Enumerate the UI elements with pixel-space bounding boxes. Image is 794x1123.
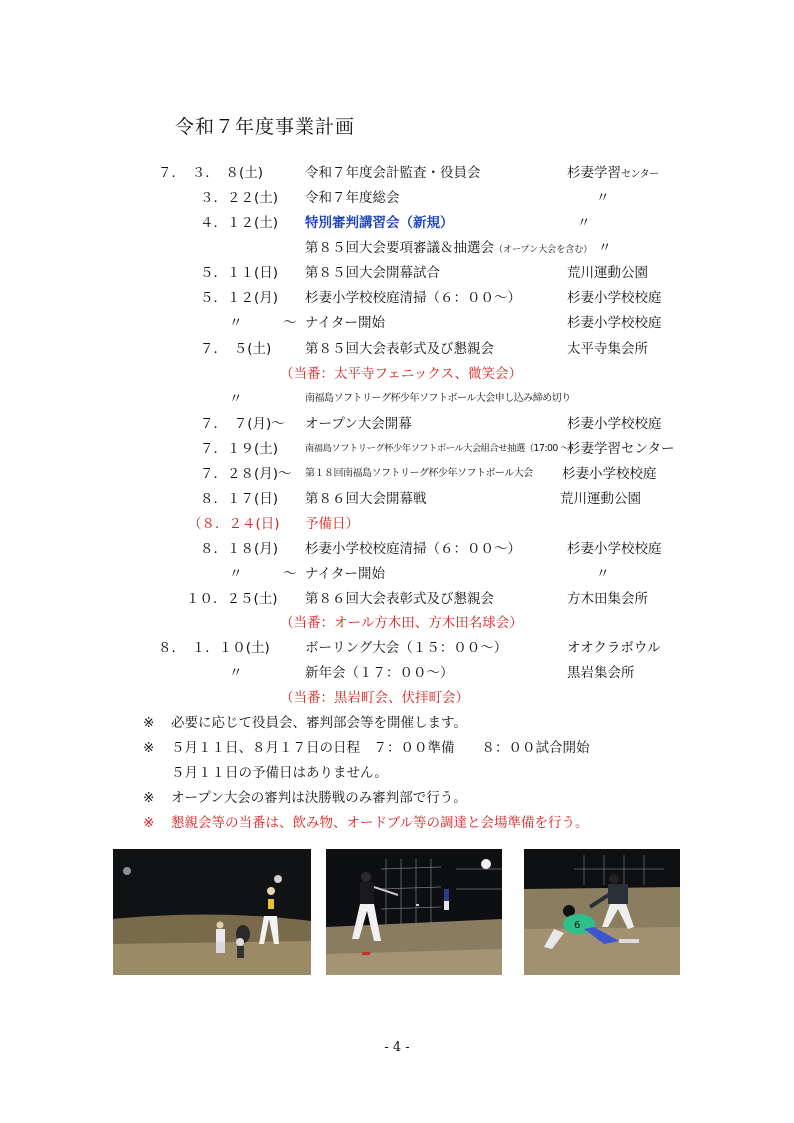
schedule-date: ４．１２(土) <box>200 215 279 231</box>
schedule-venue: 〃 <box>596 190 610 206</box>
photo-illustration <box>524 849 680 975</box>
schedule-row <box>0 338 794 360</box>
schedule-event: 南福島ソフトリーグ杯少年ソフトボール大会申し込み締め切り <box>305 393 571 404</box>
photo-illustration <box>113 849 311 975</box>
schedule-row <box>0 413 794 435</box>
schedule-event: 南福島ソフトリーグ杯少年ソフトボール大会組合せ抽選（17:00 ～） <box>305 443 578 454</box>
schedule-event: 第８５回大会表彰式及び懇親会 <box>305 341 494 357</box>
schedule-event: オープン大会開幕 <box>305 416 412 432</box>
schedule-event: 第１８回南福島ソフトリーグ杯少年ソフトボール大会 <box>305 468 533 479</box>
schedule-venue: 方木田集会所 <box>567 591 648 607</box>
schedule-venue: 荒川運動公園 <box>567 265 648 281</box>
schedule-event: 新年会（１７：００～） <box>305 665 454 681</box>
schedule-row <box>0 187 794 209</box>
schedule-row <box>0 262 794 284</box>
venue-text: 杉妻学習センター <box>567 165 659 181</box>
schedule-row <box>0 488 794 510</box>
schedule-event: ナイター開始 <box>305 315 386 331</box>
note-mark: ※ <box>143 790 155 806</box>
duty-note: （当番：オール方木田、方木田名球会） <box>280 615 523 631</box>
schedule-venue: 黒岩集会所 <box>567 665 635 681</box>
schedule-venue: 杉妻小学校校庭 <box>567 315 662 331</box>
schedule-row <box>0 463 794 485</box>
page-title: 令和７年度事業計画 <box>175 116 356 138</box>
schedule-date: ７．２８(月)～ <box>200 466 292 482</box>
schedule-venue: 杉妻学習センター <box>567 441 675 457</box>
duty-note: （当番：太平寺フェニックス、微笑会） <box>280 366 523 382</box>
schedule-date: ８．１８(月) <box>200 541 279 557</box>
schedule-venue: 太平寺集会所 <box>567 341 648 357</box>
schedule-date: 〃 ～ <box>229 315 297 331</box>
schedule-event: 令和７年度会計監査・役員会 <box>305 165 481 181</box>
schedule-event: 第８６回大会表彰式及び懇親会 <box>305 591 494 607</box>
schedule-row <box>0 237 794 259</box>
event-note: （オープン大会を含む） <box>494 245 593 255</box>
schedule-date: ７．１９(土) <box>200 441 279 457</box>
svg-text:6: 6 <box>574 920 581 931</box>
page-number: - 4 - <box>384 1040 410 1055</box>
schedule-row <box>0 363 794 385</box>
schedule-date: ７． ７(月)～ <box>200 416 285 432</box>
note-text: 懇親会等の当番は、飲み物、オードブル等の調達と会場準備を行う。 <box>171 815 589 831</box>
schedule-venue: 〃 <box>577 215 591 231</box>
schedule-venue: 〃 <box>596 566 610 582</box>
schedule-row <box>0 212 794 234</box>
schedule-row <box>0 438 794 460</box>
schedule-row <box>0 563 794 585</box>
schedule-row <box>0 162 794 184</box>
schedule-row <box>0 287 794 309</box>
schedule-row <box>0 312 794 334</box>
schedule-row <box>0 513 794 535</box>
note-mark: ※ <box>143 715 155 731</box>
schedule-row <box>0 662 794 684</box>
schedule-row <box>0 538 794 560</box>
schedule-date: 〃 <box>229 391 243 407</box>
schedule-date: ８． １．１０(土) <box>158 640 270 656</box>
schedule-row <box>0 388 794 410</box>
schedule-venue: 〃 <box>598 240 612 256</box>
schedule-date: 〃 <box>229 665 243 681</box>
note-text: オープン大会の審判は決勝戦のみ審判部で行う。 <box>171 790 467 806</box>
note-text: ５月１１日、８月１７日の日程 ７：００準備 ８：００試合開始 <box>171 740 590 756</box>
batting-pitch-photo <box>113 849 311 975</box>
schedule-event: 杉妻小学校校庭清掃（６：００～） <box>305 541 521 557</box>
note-mark: ※ <box>143 740 155 756</box>
note-mark: ※ <box>143 815 155 831</box>
duty-note: （当番：黒岩町会、伏拝町会） <box>280 690 469 706</box>
venue-suffix: センター <box>621 169 659 180</box>
schedule-event: 第８５回大会開幕試合 <box>305 265 440 281</box>
schedule-date: ８．１７(日) <box>200 491 279 507</box>
schedule-row <box>0 687 794 709</box>
batter-swing-photo <box>326 849 502 975</box>
schedule-event: ボーリング大会（１５：００～） <box>305 640 508 656</box>
schedule-event: 特別審判講習会（新規） <box>305 215 454 231</box>
schedule-date: ７． ３． ８(土) <box>158 165 264 181</box>
schedule-event: 令和７年度総会 <box>305 190 400 206</box>
schedule-row <box>0 612 794 634</box>
schedule-event: 予備日） <box>305 516 359 532</box>
schedule-event <box>305 237 592 261</box>
schedule-venue: 杉妻小学校校庭 <box>562 466 657 482</box>
schedule-row <box>0 637 794 659</box>
schedule-event: 杉妻小学校校庭清掃（６：００～） <box>305 290 521 306</box>
schedule-row <box>0 588 794 610</box>
note-text: ５月１１日の予備日はありません。 <box>171 765 388 781</box>
schedule-date: ５．１２(月) <box>200 290 279 306</box>
schedule-date: １０．２５(土) <box>186 591 278 607</box>
photo-illustration <box>326 849 502 975</box>
note-text: 必要に応じて役員会、審判部会等を開催します。 <box>171 715 467 731</box>
schedule-date: ５．１１(日) <box>200 265 279 281</box>
schedule-event: ナイター開始 <box>305 566 386 582</box>
schedule-date: ３．２２(土) <box>200 190 279 206</box>
schedule-date: （８．２４(日) <box>188 516 280 532</box>
schedule-event: 第８６回大会開幕戦 <box>305 491 427 507</box>
slide-tag-photo <box>524 849 680 975</box>
schedule-venue: 荒川運動公園 <box>560 491 641 507</box>
schedule-date: 〃 ～ <box>229 566 297 582</box>
schedule-venue: 杉妻小学校校庭 <box>567 290 662 306</box>
schedule-date: ７． ５(土) <box>200 341 272 357</box>
schedule-venue: 杉妻小学校校庭 <box>567 541 662 557</box>
event-text: 第８５回大会要項審議＆抽選会 <box>305 240 494 256</box>
schedule-venue <box>567 162 659 186</box>
schedule-venue: オオクラボウル <box>567 640 661 656</box>
schedule-venue: 杉妻小学校校庭 <box>567 416 662 432</box>
